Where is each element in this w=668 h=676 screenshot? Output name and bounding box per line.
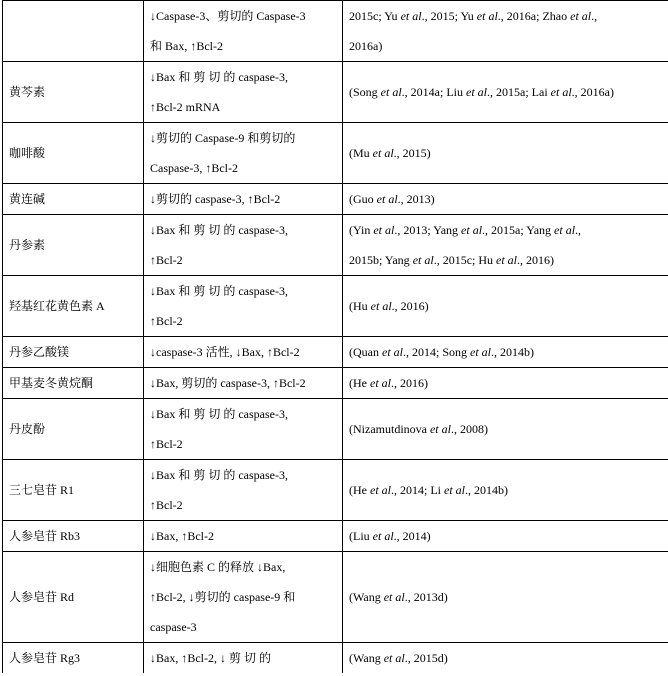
- reference-text: ., 2015a; Lai: [487, 85, 551, 99]
- mechanism-line: ↑Bcl-2: [150, 253, 183, 267]
- reference-text: (Hu: [349, 299, 371, 313]
- mechanism-line: ↑Bcl-2: [150, 314, 183, 328]
- compound-name: 黄连碱: [9, 192, 46, 206]
- reference-text: 2015c; Yu: [349, 9, 401, 23]
- mechanism-cell: [144, 276, 343, 337]
- et-al-text: et al: [554, 223, 576, 237]
- reference-line: [349, 291, 668, 321]
- reference-cell: [343, 1, 668, 62]
- reference-cell: [343, 643, 668, 674]
- reference-text: .,: [575, 223, 582, 237]
- compound-cell: [3, 521, 144, 552]
- mechanism-line: ↓caspase-3 活性, ↓Bax, ↑Bcl-2: [150, 345, 300, 359]
- reference-text: 2015b; Yang: [349, 253, 413, 267]
- reference-cell: [343, 123, 668, 184]
- table-row: [3, 643, 668, 674]
- compound-cell: [3, 123, 144, 184]
- compound-name: 丹参素: [9, 238, 46, 252]
- compound-cell: [3, 62, 144, 123]
- mechanism-line: ↓Bax, 剪切的 caspase-3, ↑Bcl-2: [150, 376, 306, 390]
- mechanism-line: ↓Bax 和 剪 切 的 caspase-3,: [150, 468, 288, 482]
- reference-text: (Liu: [349, 529, 373, 543]
- table-row: [3, 123, 668, 184]
- mechanism-line: ↓Bax, ↑Bcl-2, ↓ 剪 切 的: [150, 651, 271, 665]
- reference-text: ., 2016a): [571, 85, 614, 99]
- compound-name: 人参皂苷 Rd: [9, 590, 75, 604]
- reference-line: [349, 215, 668, 245]
- reference-line: [349, 582, 668, 612]
- reference-line: [349, 643, 668, 673]
- mechanism-cell: [144, 552, 343, 643]
- reference-line: [349, 31, 668, 61]
- compound-name: 三七皂苷 R1: [9, 483, 75, 497]
- reference-text: ., 2013; Yang: [394, 223, 462, 237]
- table-row: [3, 460, 668, 521]
- reference-text: (Mu: [349, 146, 373, 160]
- mechanism-cell: [144, 215, 343, 276]
- table-row: [3, 521, 668, 552]
- mechanism-cell: [144, 368, 343, 399]
- mechanism-line: ↓Bax 和 剪 切 的 caspase-3,: [150, 70, 288, 84]
- reference-text: (Wang: [349, 651, 384, 665]
- reference-line: [349, 521, 668, 551]
- mechanism-line: ↓Caspase-3、剪切的 Caspase-3: [150, 9, 306, 23]
- mechanism-line: ↓细胞色素 C 的释放 ↓Bax,: [150, 560, 286, 574]
- et-al-text: et al: [461, 223, 483, 237]
- reference-text: ., 2015): [393, 146, 431, 160]
- compound-cell: [3, 276, 144, 337]
- reference-cell: [343, 276, 668, 337]
- mechanism-cell: [144, 184, 343, 215]
- et-al-text: et al: [466, 85, 487, 99]
- mechanism-cell: [144, 521, 343, 552]
- mechanism-line: ↑Bcl-2, ↓剪切的 caspase-9 和: [150, 590, 296, 604]
- mechanism-cell: [144, 399, 343, 460]
- reference-text: ., 2015; Yu: [421, 9, 477, 23]
- compound-cell: [3, 643, 144, 674]
- reference-line: [349, 475, 668, 505]
- reference-cell: [343, 460, 668, 521]
- compound-cell: [3, 460, 144, 521]
- reference-cell: [343, 552, 668, 643]
- mechanism-cell: [144, 460, 343, 521]
- et-al-text: et al: [382, 345, 403, 359]
- compound-cell: [3, 368, 144, 399]
- mechanism-line: ↑Bcl-2: [150, 437, 183, 451]
- et-al-text: et al: [383, 651, 405, 665]
- mechanism-line: ↓Bax, ↑Bcl-2: [150, 529, 214, 543]
- reference-text: (He: [349, 483, 370, 497]
- reference-line: [349, 245, 668, 275]
- reference-text: (Song: [349, 85, 381, 99]
- et-al-text: et al: [496, 253, 518, 267]
- reference-text: ., 2014b): [491, 345, 535, 359]
- et-al-text: et al: [412, 253, 434, 267]
- table-row: [3, 276, 668, 337]
- et-al-text: et al: [476, 9, 498, 23]
- table-body: [3, 1, 668, 674]
- mechanism-line: ↓Bax 和 剪 切 的 caspase-3,: [150, 407, 288, 421]
- reference-cell: [343, 215, 668, 276]
- reference-text: (Yin: [349, 223, 374, 237]
- reference-line: [349, 368, 668, 398]
- reference-cell: [343, 399, 668, 460]
- mechanism-cell: [144, 62, 343, 123]
- compound-cell: [3, 215, 144, 276]
- reference-text: ., 2016): [391, 376, 428, 390]
- compound-name: 黄芩素: [9, 85, 46, 99]
- et-al-text: et al: [370, 376, 391, 390]
- table-row: [3, 184, 668, 215]
- et-al-text: et al: [372, 146, 394, 160]
- mechanism-cell: [144, 337, 343, 368]
- et-al-text: et al: [570, 9, 592, 23]
- compound-cell: [3, 552, 144, 643]
- reference-line: [349, 77, 668, 107]
- mechanism-line: ↓剪切的 Caspase-9 和剪切的: [150, 131, 296, 145]
- compound-cell: [3, 337, 144, 368]
- reference-text: ., 2014; Li: [391, 483, 444, 497]
- reference-text: ., 2014): [393, 529, 431, 543]
- mechanism-cell: [144, 1, 343, 62]
- reference-text: (He: [349, 376, 370, 390]
- et-al-text: et al: [370, 483, 391, 497]
- reference-text: ., 2016a; Zhao: [497, 9, 571, 23]
- reference-text: ., 2015a; Yang: [482, 223, 555, 237]
- compound-name: 人参皂苷 Rg3: [9, 651, 81, 665]
- reference-text: ., 2014a; Liu: [401, 85, 466, 99]
- et-al-text: et al: [376, 192, 398, 206]
- compound-name: 甲基麦冬黄烷酮: [9, 376, 94, 390]
- table-row: [3, 62, 668, 123]
- reference-line: [349, 184, 668, 214]
- mechanism-line: ↓剪切的 caspase-3, ↑Bcl-2: [150, 192, 281, 206]
- reference-text: (Guo: [349, 192, 377, 206]
- reference-line: [349, 138, 668, 168]
- reference-text: (Nizamutdinova: [349, 422, 430, 436]
- reference-text: ., 2016): [517, 253, 555, 267]
- mechanism-line: Caspase-3, ↑Bcl-2: [150, 161, 238, 175]
- table-row: [3, 1, 668, 62]
- reference-text: ., 2014b): [465, 483, 508, 497]
- compound-cell: [3, 1, 144, 62]
- et-al-text: et al: [370, 299, 392, 313]
- compound-mechanism-table: [2, 0, 668, 673]
- reference-text: ., 2013d): [404, 590, 448, 604]
- reference-cell: [343, 337, 668, 368]
- et-al-text: et al: [550, 85, 572, 99]
- reference-text: ., 2015c; Hu: [433, 253, 497, 267]
- compound-name: 人参皂苷 Rb3: [9, 529, 81, 543]
- et-al-text: et al: [444, 483, 465, 497]
- reference-cell: [343, 521, 668, 552]
- reference-text: ., 2008): [450, 422, 488, 436]
- compound-name: 咖啡酸: [9, 146, 46, 160]
- et-al-text: et al: [400, 9, 422, 23]
- mechanism-line: 和 Bax, ↑Bcl-2: [150, 39, 223, 53]
- et-al-text: et al: [383, 590, 405, 604]
- reference-text: ., 2016): [391, 299, 429, 313]
- et-al-text: et al: [470, 345, 492, 359]
- compound-cell: [3, 184, 144, 215]
- table-row: [3, 337, 668, 368]
- compound-cell: [3, 399, 144, 460]
- mechanism-cell: [144, 123, 343, 184]
- reference-text: .,: [591, 9, 598, 23]
- reference-line: [349, 414, 668, 444]
- et-al-text: et al: [372, 529, 394, 543]
- reference-text: (Quan: [349, 345, 382, 359]
- reference-line: [349, 1, 668, 31]
- reference-text: (Wang: [349, 590, 384, 604]
- et-al-text: et al: [429, 422, 451, 436]
- mechanism-line: ↑Bcl-2: [150, 498, 183, 512]
- reference-text: ., 2014; Song: [403, 345, 471, 359]
- reference-line: [349, 337, 668, 367]
- mechanism-line: caspase-3: [150, 620, 197, 634]
- mechanism-cell: [144, 643, 343, 674]
- compound-name: 羟基红花黄色素 A: [9, 299, 105, 313]
- mechanism-line: ↓Bax 和 剪 切 的 caspase-3,: [150, 284, 288, 298]
- mechanism-line: ↓Bax 和 剪 切 的 caspase-3,: [150, 223, 288, 237]
- reference-cell: [343, 62, 668, 123]
- reference-text: ., 2015d): [404, 651, 448, 665]
- mechanism-line: ↑Bcl-2 mRNA: [150, 100, 221, 114]
- reference-cell: [343, 368, 668, 399]
- et-al-text: et al: [373, 223, 395, 237]
- table-row: [3, 368, 668, 399]
- reference-text: 2016a): [349, 39, 383, 53]
- compound-name: 丹参乙酸镁: [9, 345, 70, 359]
- reference-text: ., 2013): [397, 192, 435, 206]
- reference-cell: [343, 184, 668, 215]
- compound-name: 丹皮酚: [9, 422, 46, 436]
- table-row: [3, 399, 668, 460]
- table-row: [3, 215, 668, 276]
- table-row: [3, 552, 668, 643]
- et-al-text: et al: [380, 85, 402, 99]
